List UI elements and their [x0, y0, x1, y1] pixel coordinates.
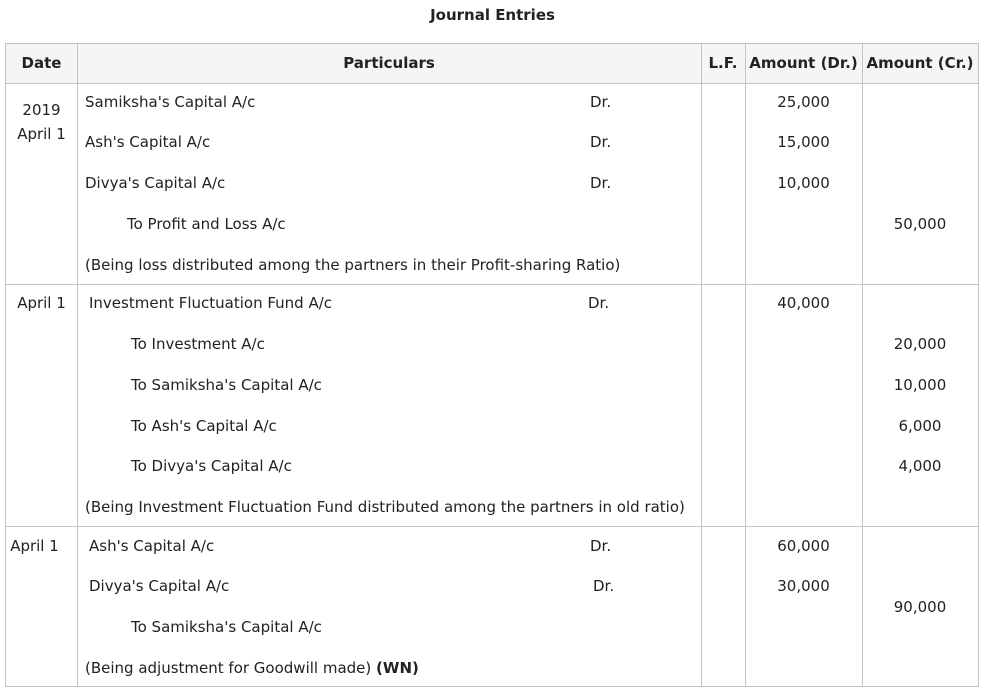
header-lf: L.F.	[708, 54, 738, 72]
journal-table	[5, 43, 979, 687]
credit-amount: 6,000	[898, 417, 942, 435]
entry-date	[0, 534, 70, 558]
column-divider	[701, 44, 702, 686]
entry-date-day: April 1	[17, 125, 66, 143]
row-divider	[6, 83, 978, 84]
dr-label: Dr.	[588, 294, 610, 312]
debit-account: Samiksha's Capital A/c	[85, 93, 256, 111]
narration-text: (Being adjustment for Goodwill made)	[85, 659, 372, 677]
narration: (Being Investment Fluctuation Fund distributed among the partners in old ratio)	[85, 498, 685, 516]
entry-date	[6, 98, 77, 146]
dr-label: Dr.	[590, 93, 612, 111]
credit-account: To Investment A/c	[131, 335, 265, 353]
dr-label: Dr.	[590, 174, 612, 192]
debit-amount: 60,000	[777, 537, 830, 555]
debit-account: Investment Fluctuation Fund A/c	[89, 294, 333, 312]
debit-account: Ash's Capital A/c	[89, 537, 215, 555]
entry-date-year: 2019	[22, 101, 61, 119]
debit-account: Divya's Capital A/c	[85, 174, 226, 192]
header-particulars: Particulars	[343, 54, 435, 72]
dr-label: Dr.	[590, 537, 612, 555]
column-divider	[862, 44, 863, 686]
debit-account: Divya's Capital A/c	[89, 577, 230, 595]
header-debit: Amount (Dr.)	[749, 54, 858, 72]
credit-account: To Divya's Capital A/c	[131, 457, 292, 475]
narration	[85, 658, 419, 678]
credit-account: To Profit and Loss A/c	[127, 215, 286, 233]
entry-date-day: April 1	[17, 294, 66, 312]
debit-amount: 40,000	[777, 294, 830, 312]
entry-date-day: April 1	[10, 537, 59, 555]
entry-date	[6, 291, 77, 315]
credit-amount: 50,000	[893, 215, 947, 233]
narration: (Being loss distributed among the partners in their Profit-sharing Ratio)	[85, 256, 621, 274]
debit-account: Ash's Capital A/c	[85, 133, 211, 151]
row-divider	[6, 526, 978, 527]
credit-account: To Samiksha's Capital A/c	[131, 618, 322, 636]
credit-amount: 20,000	[893, 335, 947, 353]
dr-label: Dr.	[593, 577, 615, 595]
debit-amount: 25,000	[777, 93, 830, 111]
credit-amount: 90,000	[893, 598, 947, 616]
debit-amount: 10,000	[777, 174, 830, 192]
credit-amount: 4,000	[898, 457, 942, 475]
dr-label: Dr.	[590, 133, 612, 151]
working-note-ref: (WN)	[376, 659, 419, 677]
credit-amount: 10,000	[893, 376, 947, 394]
header-credit: Amount (Cr.)	[866, 54, 974, 72]
page-title: Journal Entries	[430, 6, 555, 24]
debit-amount: 15,000	[777, 133, 830, 151]
column-divider	[77, 44, 78, 686]
credit-account: To Ash's Capital A/c	[131, 417, 277, 435]
credit-account: To Samiksha's Capital A/c	[131, 376, 322, 394]
row-divider	[6, 284, 978, 285]
debit-amount: 30,000	[777, 577, 830, 595]
header-date: Date	[21, 54, 62, 72]
